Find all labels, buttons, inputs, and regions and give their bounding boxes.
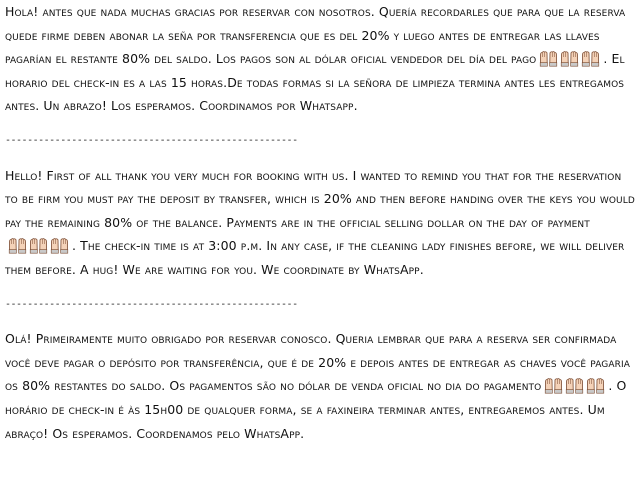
separator-line: -----------------------------------------------------	[5, 134, 298, 146]
raising-hands-icon	[565, 377, 584, 394]
paragraph-spanish-text-start: Hola! antes que nada muchas gracias por reservar con nosotros. Quería recordarles que para que la reserva quede firme deben abonar la seña por transferencia que es del 20% y luego antes de entregar las llaves pagarían el restante 80% del saldo. Los pagos son al dólar oficial vendedor del día del pago	[5, 4, 626, 67]
emoji-group	[8, 237, 69, 254]
message-document	[5, 0, 637, 445]
raising-hands-icon	[29, 237, 48, 254]
paragraph-portuguese-text-end: . O horário de check-in é às 15h00 de qualquer forma, se a faxineira terminar antes, entregaremos antes. Um abraço! Os esperamos. Coordenamos pelo WhatsApp.	[5, 378, 627, 441]
paragraph-english	[5, 164, 637, 282]
raising-hands-icon	[539, 50, 558, 67]
paragraph-portuguese-text-start: Olá! Primeiramente muito obrigado por reservar conosco. Queria lembrar que para a reserva ser confirmada você deve pagar o depósito por transferência, que é de 20% e depois antes de entregar as chaves você pagaria os 80% restantes do saldo. Os pagamentos são no dólar de venda oficial no dia do pagamento	[5, 331, 630, 394]
raising-hands-icon	[50, 237, 69, 254]
paragraph-spanish	[5, 0, 637, 118]
raising-hands-icon	[8, 237, 27, 254]
emoji-group	[539, 50, 600, 67]
raising-hands-icon	[560, 50, 579, 67]
raising-hands-icon	[586, 377, 605, 394]
paragraph-spanish-text-end: . El horario del check-in es a las 15 horas.De todas formas si la señora de limpieza termina antes les entregamos antes. Un abrazo! Los esperamos. Coordinamos por Whatsapp.	[5, 51, 625, 114]
paragraph-english-text-end: . The check-in time is at 3:00 p.m. In any case, if the cleaning lady finishes before, we will deliver them before. A hug! We are waiting for you. We coordinate by WhatsApp.	[5, 238, 625, 277]
separator-line: -----------------------------------------------------	[5, 298, 298, 310]
emoji-group	[544, 377, 605, 394]
paragraph-portuguese	[5, 327, 637, 445]
raising-hands-icon	[581, 50, 600, 67]
raising-hands-icon	[544, 377, 563, 394]
paragraph-english-text-start: Hello! First of all thank you very much for booking with us. I wanted to remind you that for the reservation to be firm you must pay the deposit by transfer, which is 20% and then before handing over the keys you would pay the remaining 80% of the balance. Payments are in the official selling dollar on the day of payment	[5, 167, 635, 230]
